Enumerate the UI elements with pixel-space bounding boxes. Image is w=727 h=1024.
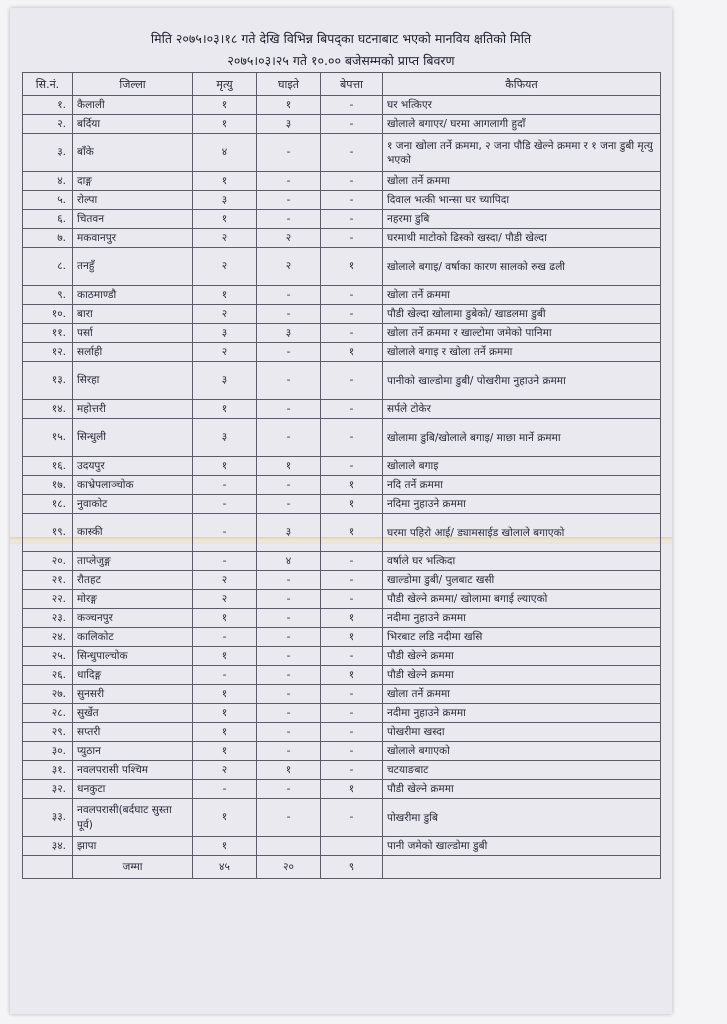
dead-cell: २ [193, 248, 257, 286]
district-cell: तनहुँ [73, 248, 193, 286]
remark-cell: खाल्डोमा डुबी/ पुलबाट खसी [383, 571, 661, 590]
remark-cell: नदि तर्ने क्रममा [383, 476, 661, 495]
injured-cell: - [257, 305, 321, 324]
table-row [23, 305, 661, 324]
serial-cell: २४. [23, 628, 73, 647]
district-cell: काठमाण्डौ [73, 286, 193, 305]
remark-cell: पौडी खेल्ने क्रममा [383, 780, 661, 799]
injured-cell: २ [257, 229, 321, 248]
remark-cell: खोला तर्ने क्रममा [383, 685, 661, 704]
district-cell: मकवानपुर [73, 229, 193, 248]
remark-cell: खोला तर्ने क्रममा [383, 172, 661, 191]
header-dead: मृत्यु [193, 73, 257, 96]
missing-cell: - [321, 96, 383, 115]
serial-cell: ५. [23, 191, 73, 210]
dead-cell: २ [193, 571, 257, 590]
remark-cell: दिवाल भत्की भान्सा घर च्यापिदा [383, 191, 661, 210]
serial-cell: ८. [23, 248, 73, 286]
injured-cell [257, 837, 321, 856]
missing-cell: - [321, 742, 383, 761]
missing-cell: - [321, 191, 383, 210]
remark-cell: पौडी खेल्दा खोलामा डुबेको/ खाडलमा डुबी [383, 305, 661, 324]
remark-cell: खोलाले बगाएर/ घरमा आगलागी हुदाँ [383, 115, 661, 134]
remark-cell: खोलाले बगाइ/ वर्षाका कारण सालको रुख ढली [383, 248, 661, 286]
missing-cell: - [321, 590, 383, 609]
injured-cell: ३ [257, 514, 321, 552]
serial-cell: ३०. [23, 742, 73, 761]
injured-cell: - [257, 210, 321, 229]
dead-cell: २ [193, 590, 257, 609]
district-cell: कालिकोट [73, 628, 193, 647]
remark-cell: नदीमा नुहाउने क्रममा [383, 704, 661, 723]
serial-cell: १५. [23, 419, 73, 457]
serial-cell: १. [23, 96, 73, 115]
serial-cell: २३. [23, 609, 73, 628]
district-cell: काभ्रेपलाञ्चोक [73, 476, 193, 495]
serial-cell: ४. [23, 172, 73, 191]
district-cell: कास्की [73, 514, 193, 552]
serial-cell: १६. [23, 457, 73, 476]
table-row [23, 704, 661, 723]
serial-cell: ३३. [23, 799, 73, 837]
dead-cell: २ [193, 761, 257, 780]
remark-cell: पौडी खेल्ने क्रममा [383, 647, 661, 666]
injured-cell: - [257, 571, 321, 590]
header-district: जिल्ला [73, 73, 193, 96]
dead-cell: १ [193, 400, 257, 419]
injured-cell: १ [257, 96, 321, 115]
table-row [23, 723, 661, 742]
remark-cell: पौडी खेल्ने क्रममा/ खोलामा बगाई ल्याएको [383, 590, 661, 609]
district-cell: कैलाली [73, 96, 193, 115]
injured-cell: - [257, 286, 321, 305]
missing-cell: - [321, 552, 383, 571]
missing-cell: - [321, 799, 383, 837]
district-cell: बाँके [73, 134, 193, 172]
district-cell: सुनसरी [73, 685, 193, 704]
district-cell: सप्तरी [73, 723, 193, 742]
serial-cell: १९. [23, 514, 73, 552]
missing-cell: - [321, 305, 383, 324]
dead-cell: १ [193, 286, 257, 305]
serial-cell: ३२. [23, 780, 73, 799]
missing-cell: - [321, 571, 383, 590]
table-row [23, 742, 661, 761]
injured-cell: - [257, 343, 321, 362]
remark-cell: पानीको खाल्डोमा डुबी/ पोखरीमा नुहाउने क्रममा [383, 362, 661, 400]
dead-cell: - [193, 476, 257, 495]
dead-cell: १ [193, 96, 257, 115]
injured-cell: - [257, 495, 321, 514]
remark-cell: चटयाङबाट [383, 761, 661, 780]
table-row [23, 514, 661, 552]
serial-cell: २९. [23, 723, 73, 742]
district-cell: चितवन [73, 210, 193, 229]
serial-cell: २१. [23, 571, 73, 590]
dead-cell: २ [193, 343, 257, 362]
missing-cell: - [321, 324, 383, 343]
table-row [23, 628, 661, 647]
dead-cell: - [193, 552, 257, 571]
header-remark: कैफियत [383, 73, 661, 96]
serial-cell: १७. [23, 476, 73, 495]
table-row [23, 248, 661, 286]
serial-cell: ६. [23, 210, 73, 229]
table-row [23, 666, 661, 685]
table-row [23, 476, 661, 495]
dead-cell: १ [193, 172, 257, 191]
missing-cell: १ [321, 248, 383, 286]
district-cell: रौतहट [73, 571, 193, 590]
header-missing: बेपत्ता [321, 73, 383, 96]
serial-cell: ११. [23, 324, 73, 343]
table-row [23, 343, 661, 362]
dead-cell: १ [193, 647, 257, 666]
dead-cell: ४ [193, 134, 257, 172]
total-injured: २० [257, 856, 321, 879]
dead-cell: १ [193, 837, 257, 856]
serial-cell: १२. [23, 343, 73, 362]
district-cell: धनकुटा [73, 780, 193, 799]
missing-cell [321, 837, 383, 856]
serial-cell: २. [23, 115, 73, 134]
missing-cell: - [321, 685, 383, 704]
table-row [23, 191, 661, 210]
injured-cell: ३ [257, 115, 321, 134]
dead-cell: २ [193, 305, 257, 324]
dead-cell: २ [193, 229, 257, 248]
injured-cell: - [257, 666, 321, 685]
missing-cell: - [321, 400, 383, 419]
district-cell: उदयपुर [73, 457, 193, 476]
missing-cell: - [321, 647, 383, 666]
missing-cell: १ [321, 343, 383, 362]
district-cell: धादिङ्ग [73, 666, 193, 685]
serial-cell: १३. [23, 362, 73, 400]
remark-cell: खोलाले बगाएको [383, 742, 661, 761]
dead-cell: - [193, 495, 257, 514]
serial-cell: ३४. [23, 837, 73, 856]
injured-cell: - [257, 362, 321, 400]
serial-cell: २२. [23, 590, 73, 609]
injured-cell: - [257, 134, 321, 172]
serial-cell: २६. [23, 666, 73, 685]
table-row [23, 286, 661, 305]
remark-cell: वर्षाले घर भत्किदा [383, 552, 661, 571]
injured-cell: २ [257, 248, 321, 286]
missing-cell: १ [321, 514, 383, 552]
dead-cell: १ [193, 210, 257, 229]
serial-cell: ३१. [23, 761, 73, 780]
dead-cell: १ [193, 704, 257, 723]
missing-cell: - [321, 704, 383, 723]
table-row [23, 400, 661, 419]
missing-cell: - [321, 172, 383, 191]
injured-cell: - [257, 191, 321, 210]
remark-cell: पोखरीमा डुबि [383, 799, 661, 837]
injured-cell: - [257, 647, 321, 666]
injured-cell: - [257, 172, 321, 191]
table-row [23, 362, 661, 400]
remark-cell: नदिमा नुहाउने क्रममा [383, 495, 661, 514]
remark-cell: घर भत्किएर [383, 96, 661, 115]
missing-cell: १ [321, 609, 383, 628]
serial-cell: २५. [23, 647, 73, 666]
district-cell: कञ्चनपुर [73, 609, 193, 628]
dead-cell: १ [193, 799, 257, 837]
table-row [23, 799, 661, 837]
injured-cell: ३ [257, 324, 321, 343]
table-row [23, 172, 661, 191]
header-injured: घाइते [257, 73, 321, 96]
injured-cell: - [257, 609, 321, 628]
missing-cell: - [321, 362, 383, 400]
dead-cell: ३ [193, 419, 257, 457]
serial-cell: २७. [23, 685, 73, 704]
serial-cell: २८. [23, 704, 73, 723]
injured-cell: - [257, 742, 321, 761]
dead-cell: - [193, 780, 257, 799]
table-row [23, 419, 661, 457]
missing-cell: - [321, 229, 383, 248]
remark-cell: नहरमा डुबि [383, 210, 661, 229]
table-row [23, 761, 661, 780]
district-cell: सिन्धुली [73, 419, 193, 457]
injured-cell: - [257, 419, 321, 457]
missing-cell: १ [321, 476, 383, 495]
table-row [23, 210, 661, 229]
dead-cell: ३ [193, 362, 257, 400]
missing-cell: - [321, 134, 383, 172]
page-title [10, 28, 672, 72]
table-row [23, 96, 661, 115]
remark-cell: पानी जमेको खाल्डोमा डुबी [383, 837, 661, 856]
remark-cell: पोखरीमा खस्दा [383, 723, 661, 742]
total-dead: ४५ [193, 856, 257, 879]
missing-cell: - [321, 115, 383, 134]
remark-cell: पौडी खेल्ने क्रममा [383, 666, 661, 685]
district-cell: सिरहा [73, 362, 193, 400]
table-row [23, 115, 661, 134]
remark-cell: खोला तर्ने क्रममा र खाल्टोमा जमेको पानिमा [383, 324, 661, 343]
district-cell: झापा [73, 837, 193, 856]
dead-cell: १ [193, 742, 257, 761]
remark-cell: १ जना खोला तर्ने क्रममा, २ जना पौडि खेल्ने क्रममा र १ जना डुबी मृत्यु भएको [383, 134, 661, 172]
district-cell: नुवाकोट [73, 495, 193, 514]
missing-cell: १ [321, 495, 383, 514]
remark-cell: भिरबाट लडि नदीमा खसि [383, 628, 661, 647]
table-header-row [23, 73, 661, 96]
remark-cell: घरमाथी माटोको ढिस्को खस्दा/ पौडी खेल्दा [383, 229, 661, 248]
remark-cell: खोला तर्ने क्रममा [383, 286, 661, 305]
district-cell: सिन्धुपाल्चोक [73, 647, 193, 666]
table-row [23, 837, 661, 856]
district-cell: रोल्पा [73, 191, 193, 210]
remark-cell: खोलाले बगाइ र खोला तर्ने क्रममा [383, 343, 661, 362]
district-cell: बर्दिया [73, 115, 193, 134]
dead-cell: ३ [193, 191, 257, 210]
dead-cell: - [193, 666, 257, 685]
table-row [23, 229, 661, 248]
dead-cell: १ [193, 609, 257, 628]
injured-cell: - [257, 685, 321, 704]
table-row [23, 495, 661, 514]
casualty-table [22, 72, 661, 879]
serial-cell: ७. [23, 229, 73, 248]
district-cell: सर्लाही [73, 343, 193, 362]
table-row [23, 647, 661, 666]
total-label: जम्मा [73, 856, 193, 879]
district-cell: प्युठान [73, 742, 193, 761]
table-row [23, 780, 661, 799]
table-row [23, 685, 661, 704]
injured-cell: - [257, 400, 321, 419]
remark-cell: घरमा पहिरो आई/ ड्यामसाईड खोलाले बगाएको [383, 514, 661, 552]
dead-cell: १ [193, 115, 257, 134]
injured-cell: - [257, 799, 321, 837]
serial-cell: ३. [23, 134, 73, 172]
serial-cell: १८. [23, 495, 73, 514]
table-row [23, 324, 661, 343]
missing-cell: - [321, 286, 383, 305]
table-row [23, 609, 661, 628]
injured-cell: - [257, 723, 321, 742]
header-serial: सि.नं. [23, 73, 73, 96]
serial-cell: १४. [23, 400, 73, 419]
dead-cell: १ [193, 723, 257, 742]
table-row [23, 590, 661, 609]
remark-cell: सर्पले टोकेर [383, 400, 661, 419]
dead-cell: १ [193, 685, 257, 704]
remark-cell: खोलाले बगाइ [383, 457, 661, 476]
missing-cell: १ [321, 628, 383, 647]
total-row [23, 856, 661, 879]
dead-cell: ३ [193, 324, 257, 343]
title-line-1: मिति २०७५।०३।१८ गते देखि विभिन्न बिपद्का घटनाबाट भएको मानविय क्षतिको मिति [150, 31, 532, 46]
table-row [23, 571, 661, 590]
injured-cell: - [257, 476, 321, 495]
table-row [23, 552, 661, 571]
district-cell: मोरङ्ग [73, 590, 193, 609]
injured-cell: १ [257, 761, 321, 780]
missing-cell: - [321, 419, 383, 457]
missing-cell: १ [321, 780, 383, 799]
missing-cell: - [321, 723, 383, 742]
dead-cell: - [193, 514, 257, 552]
injured-cell: ४ [257, 552, 321, 571]
injured-cell: १ [257, 457, 321, 476]
missing-cell: - [321, 210, 383, 229]
table-row [23, 134, 661, 172]
district-cell: नवलपरासी पश्चिम [73, 761, 193, 780]
missing-cell: १ [321, 666, 383, 685]
district-cell: ताप्लेजुङ्ग [73, 552, 193, 571]
serial-cell: २०. [23, 552, 73, 571]
dead-cell: १ [193, 457, 257, 476]
remark-cell: नदीमा नुहाउने क्रममा [383, 609, 661, 628]
district-cell: नवलपरासी(बर्दघाट सुस्ता पूर्व) [73, 799, 193, 837]
remark-cell: खोलामा डुबि/खोलाले बगाइ/ माछा मार्ने क्रममा [383, 419, 661, 457]
total-missing: ९ [321, 856, 383, 879]
district-cell: बारा [73, 305, 193, 324]
district-cell: महोत्तरी [73, 400, 193, 419]
district-cell: सुर्खेत [73, 704, 193, 723]
injured-cell: - [257, 704, 321, 723]
title-line-2: २०७५।०३।२५ गते १०.०० बजेसम्मको प्राप्त बिवरण [227, 53, 455, 68]
injured-cell: - [257, 780, 321, 799]
table-row [23, 457, 661, 476]
injured-cell: - [257, 590, 321, 609]
serial-cell: ९. [23, 286, 73, 305]
district-cell: पर्सा [73, 324, 193, 343]
dead-cell: - [193, 628, 257, 647]
district-cell: दाङ्ग [73, 172, 193, 191]
injured-cell: - [257, 628, 321, 647]
serial-cell: १०. [23, 305, 73, 324]
missing-cell: - [321, 761, 383, 780]
missing-cell: - [321, 457, 383, 476]
